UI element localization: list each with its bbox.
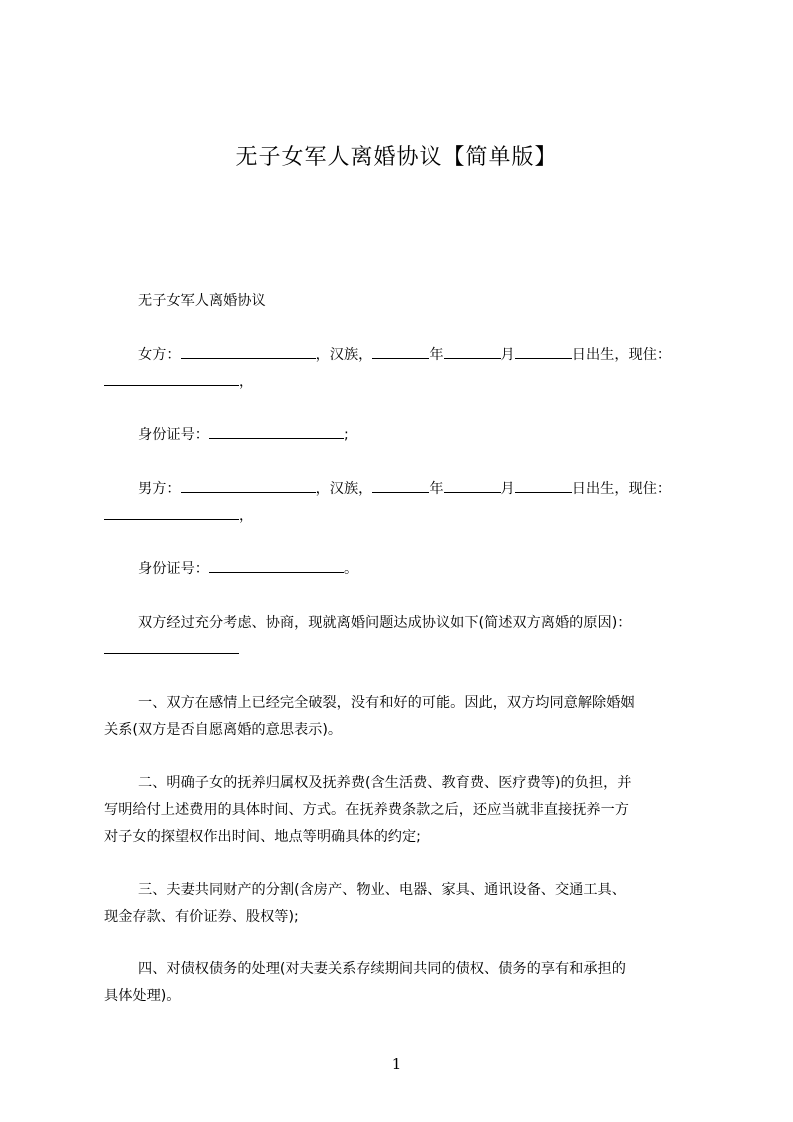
male-info xyxy=(104,476,700,530)
document-subtitle xyxy=(104,288,700,315)
agreement-intro-text: 双方经过充分考虑、协商，现就离婚问题达成协议如下(简述双方离婚的原因)： xyxy=(138,615,632,631)
document-title: 无子女军人离婚协议【简单版】 xyxy=(235,145,558,170)
male-id xyxy=(104,556,700,583)
male-day-blank[interactable] xyxy=(515,478,572,493)
male-name-blank[interactable] xyxy=(181,478,316,493)
male-end: ， xyxy=(239,508,254,524)
female-id xyxy=(104,422,700,449)
male-id-label: 身份证号： xyxy=(138,561,209,577)
male-month: 月 xyxy=(500,481,515,497)
clause-3-line1: 三、夫妻共同财产的分割(含房产、物业、电器、家具、通讯设备、交通工具、 xyxy=(138,882,626,898)
female-ethnic: ，汉族， xyxy=(315,347,373,363)
male-id-blank[interactable] xyxy=(209,558,344,573)
male-id-end: 。 xyxy=(343,561,359,577)
female-label: 女方： xyxy=(138,347,181,363)
clause-3 xyxy=(104,877,700,931)
female-month-blank[interactable] xyxy=(444,344,501,359)
clause-4 xyxy=(104,956,700,1010)
clause-3-line2: 现金存款、有价证券、股权等); xyxy=(104,909,299,925)
male-year-blank[interactable] xyxy=(372,478,429,493)
female-id-blank[interactable] xyxy=(209,424,344,439)
female-month: 月 xyxy=(500,347,515,363)
male-address-blank[interactable] xyxy=(104,505,239,520)
clause-2-line2: 写明给付上述费用的具体时间、方式。在抚养费条款之后，还应当就非直接抚养一方 xyxy=(104,802,629,818)
clause-1-line1: 一、双方在感情上已经完全破裂，没有和好的可能。因此，双方均同意解除婚姻 xyxy=(138,695,635,711)
clause-4-line2: 具体处理)。 xyxy=(104,988,181,1004)
female-name-blank[interactable] xyxy=(181,344,316,359)
subtitle-text: 无子女军人离婚协议 xyxy=(138,293,266,309)
agreement-intro xyxy=(104,610,700,664)
male-year: 年 xyxy=(429,481,444,497)
clause-1 xyxy=(104,690,700,744)
female-id-label: 身份证号： xyxy=(138,427,209,443)
female-id-end: ; xyxy=(343,427,349,443)
clause-4-line1: 四、对债权债务的处理(对夫妻关系存续期间共同的债权、债务的享有和承担的 xyxy=(138,961,626,977)
male-label: 男方： xyxy=(138,481,181,497)
female-day-blank[interactable] xyxy=(515,344,572,359)
clause-2 xyxy=(104,770,700,851)
female-end: ， xyxy=(239,374,254,390)
male-month-blank[interactable] xyxy=(444,478,501,493)
female-address-blank[interactable] xyxy=(104,371,239,386)
female-birth: 日出生，现住： xyxy=(571,347,672,363)
clause-1-line2: 关系(双方是否自愿离婚的意思表示)。 xyxy=(104,722,343,738)
reason-blank[interactable] xyxy=(104,639,239,654)
female-year-blank[interactable] xyxy=(372,344,429,359)
clause-2-line3: 对子女的探望权作出时间、地点等明确具体的约定; xyxy=(104,829,421,845)
female-year: 年 xyxy=(429,347,444,363)
male-ethnic: ，汉族， xyxy=(315,481,373,497)
female-info xyxy=(104,342,700,396)
clause-2-line1: 二、明确子女的抚养归属权及抚养费(含生活费、教育费、医疗费等)的负担，并 xyxy=(138,775,632,791)
page-number: 1 xyxy=(391,1055,402,1073)
male-birth: 日出生，现住： xyxy=(571,481,672,497)
